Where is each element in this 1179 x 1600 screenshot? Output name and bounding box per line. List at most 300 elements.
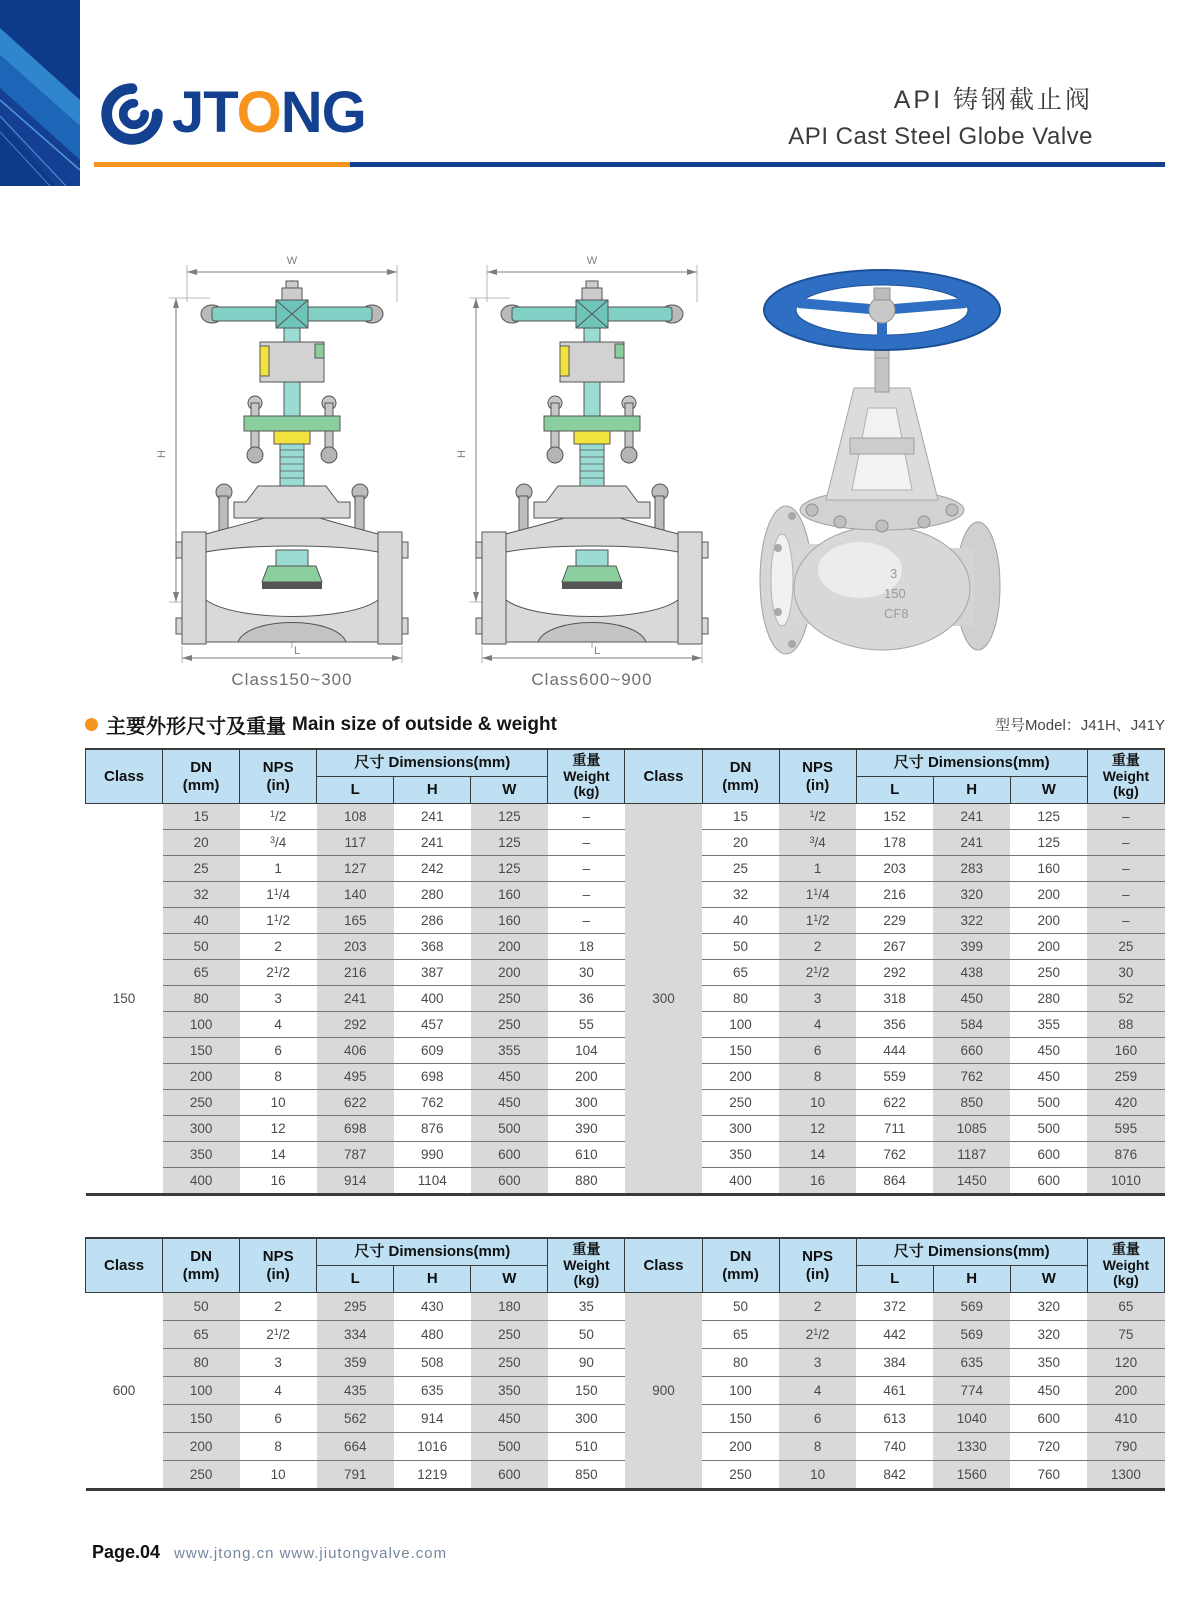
table-cell: 450 — [1010, 1064, 1087, 1090]
sidebar-brand-band — [0, 0, 80, 186]
table-cell: 3 — [240, 1349, 317, 1377]
table-cell: 117 — [317, 830, 394, 856]
table-cell: – — [582, 809, 591, 825]
col-header-h: H — [933, 777, 1010, 804]
col-header-dimensions: 尺寸 Dimensions(mm) — [856, 749, 1087, 777]
table-cell: 359 — [317, 1349, 394, 1377]
footer-urls: www.jtong.cn www.jiutongvalve.com — [174, 1545, 448, 1562]
page-number: Page.04 — [92, 1542, 161, 1562]
table-cell: 450 — [471, 1405, 548, 1433]
table-cell: 200 — [1010, 908, 1087, 934]
table-cell: $1^1/2$ — [779, 908, 856, 934]
table-cell: 400 — [163, 1168, 240, 1195]
table-cell: 4 — [240, 1377, 317, 1405]
col-header-class: Class — [86, 1238, 163, 1293]
table-cell: – — [548, 830, 625, 856]
col-header-dn: DN (mm) — [702, 1238, 779, 1293]
table-cell: 65 — [702, 1321, 779, 1349]
col-header-dn: DN (mm) — [163, 1238, 240, 1293]
col-header-l: L — [856, 1266, 933, 1293]
table-cell: 4 — [779, 1377, 856, 1405]
table-cell: 203 — [317, 934, 394, 960]
table-cell: 15 — [163, 804, 240, 830]
table-cell: 762 — [933, 1064, 1010, 1090]
col-header-h: H — [394, 1266, 471, 1293]
cast-marking: CF8 — [884, 606, 909, 621]
table-cell: $^3$/4 — [779, 830, 856, 856]
table-cell: 569 — [933, 1293, 1010, 1321]
table-cell: 250 — [1010, 960, 1087, 986]
table-cell: 510 — [548, 1433, 625, 1461]
table-cell: 65 — [1087, 1293, 1164, 1321]
table-cell: 600 — [471, 1168, 548, 1195]
table-cell: 399 — [933, 934, 1010, 960]
table-cell: 40 — [163, 908, 240, 934]
table-cell: 10 — [240, 1090, 317, 1116]
table-cell: 16 — [240, 1168, 317, 1195]
section-title-row — [85, 710, 1165, 739]
table-cell: 30 — [1087, 960, 1164, 986]
logo-wordmark — [172, 80, 366, 145]
table-cell: 914 — [394, 1405, 471, 1433]
table-cell: 241 — [933, 830, 1010, 856]
table-cell: 280 — [394, 882, 471, 908]
table-cell: 250 — [702, 1461, 779, 1490]
table-cell: 635 — [933, 1349, 1010, 1377]
table-cell: 100 — [163, 1012, 240, 1038]
class-cell: 150 — [112, 991, 136, 1007]
table-cell: 1 — [240, 856, 317, 882]
table-cell: 876 — [1087, 1142, 1164, 1168]
table-cell: 8 — [240, 1064, 317, 1090]
table-cell: 286 — [394, 908, 471, 934]
table-cell: 600 — [1010, 1168, 1087, 1195]
table-cell: 390 — [548, 1116, 625, 1142]
table-cell: 125 — [471, 856, 548, 882]
table-cell: 600 — [471, 1142, 548, 1168]
table-cell: 250 — [471, 986, 548, 1012]
table-cell: 250 — [163, 1461, 240, 1490]
table-cell: 88 — [1087, 1012, 1164, 1038]
table-cell: 1330 — [933, 1433, 1010, 1461]
title-chinese: API 铸钢截止阀 — [893, 86, 1093, 114]
table-cell: 250 — [163, 1090, 240, 1116]
table-cell: 387 — [394, 960, 471, 986]
table-cell: 50 — [702, 934, 779, 960]
table-cell: 6 — [240, 1038, 317, 1064]
table-cell: 355 — [471, 1038, 548, 1064]
table-cell: 2 — [779, 934, 856, 960]
table-cell: 65 — [163, 960, 240, 986]
table-cell: 1 — [779, 856, 856, 882]
col-header-dimensions: 尺寸 Dimensions(mm) — [317, 749, 548, 777]
table-cell: 216 — [317, 960, 394, 986]
table-cell: 720 — [1010, 1433, 1087, 1461]
table-cell: 200 — [702, 1064, 779, 1090]
table-cell: $1^1/4$ — [240, 882, 317, 908]
table-cell: 241 — [933, 804, 1010, 830]
table-cell: 500 — [471, 1116, 548, 1142]
table-cell: – — [548, 882, 625, 908]
table-cell: 50 — [163, 934, 240, 960]
table-cell: $2^1/2$ — [240, 960, 317, 986]
table-cell: 200 — [548, 1064, 625, 1090]
table-cell: 15 — [733, 809, 749, 825]
col-header-nps: NPS (in) — [779, 749, 856, 804]
table-cell: 80 — [163, 1349, 240, 1377]
table-cell: 90 — [548, 1349, 625, 1377]
table-cell: 160 — [1087, 1038, 1164, 1064]
table-cell: 30 — [548, 960, 625, 986]
col-header-nps: NPS (in) — [240, 749, 317, 804]
class-cell: 600 — [112, 1383, 136, 1399]
col-header-class: Class — [625, 1238, 702, 1293]
table-cell: 259 — [1087, 1064, 1164, 1090]
table-cell: 1300 — [1087, 1461, 1164, 1490]
table-cell: 584 — [933, 1012, 1010, 1038]
table-cell: 914 — [317, 1168, 394, 1195]
table-cell: 450 — [471, 1064, 548, 1090]
dim-label-h: H — [156, 450, 168, 458]
table-cell: 12 — [779, 1116, 856, 1142]
table-cell: 8 — [240, 1433, 317, 1461]
table-cell: 8 — [779, 1064, 856, 1090]
table-cell: 350 — [1010, 1349, 1087, 1377]
class-cell: 900 — [625, 1293, 702, 1490]
table-cell: 1016 — [394, 1433, 471, 1461]
dimensions-table-class150-300 — [85, 748, 1165, 1196]
dim-label-l: L — [293, 645, 301, 657]
table-cell: 842 — [856, 1461, 933, 1490]
table-cell: 762 — [394, 1090, 471, 1116]
col-header-dn: DN (mm) — [702, 749, 779, 804]
table-cell: 698 — [317, 1116, 394, 1142]
table-cell: 25 — [1087, 934, 1164, 960]
title-english: API Cast Steel Globe Valve — [788, 123, 1093, 150]
table-cell: 75 — [1087, 1321, 1164, 1349]
table-cell: 442 — [856, 1321, 933, 1349]
cast-marking: 3 — [890, 566, 898, 581]
table-cell: 990 — [394, 1142, 471, 1168]
table-cell: 160 — [471, 882, 548, 908]
table-cell: 318 — [856, 986, 933, 1012]
table-cell: 320 — [933, 882, 1010, 908]
table-cell: 760 — [1010, 1461, 1087, 1490]
table-cell: 864 — [856, 1168, 933, 1195]
table-cell: 787 — [317, 1142, 394, 1168]
table-cell: 200 — [471, 934, 548, 960]
table-cell: 50 — [548, 1321, 625, 1349]
table-cell: 3 — [779, 1349, 856, 1377]
logo-ng: NG — [280, 80, 366, 145]
table-cell: 450 — [471, 1090, 548, 1116]
table-cell: 100 — [702, 1377, 779, 1405]
table-cell: 350 — [702, 1142, 779, 1168]
table-cell: 500 — [1010, 1116, 1087, 1142]
table-cell: 292 — [317, 1012, 394, 1038]
table-cell: 320 — [1037, 1299, 1061, 1315]
table-cell: 450 — [1010, 1038, 1087, 1064]
drawing-caption-left: Class150~300 — [231, 670, 353, 689]
table-cell: 600 — [1010, 1405, 1087, 1433]
table-cell: 52 — [1087, 986, 1164, 1012]
table-cell: 6 — [240, 1405, 317, 1433]
table-cell: 241 — [394, 830, 471, 856]
table-cell: 200 — [1010, 934, 1087, 960]
col-header-class: Class — [86, 749, 163, 804]
table-cell: 200 — [1010, 882, 1087, 908]
table-cell: 40 — [702, 908, 779, 934]
table-cell: 300 — [548, 1090, 625, 1116]
table-cell: 774 — [933, 1377, 1010, 1405]
table-cell: 3 — [779, 986, 856, 1012]
table-cell: 120 — [1087, 1349, 1164, 1377]
table-cell: 495 — [317, 1064, 394, 1090]
table-cell: 150 — [163, 1405, 240, 1433]
table-cell: 250 — [471, 1012, 548, 1038]
table-cell: 610 — [548, 1142, 625, 1168]
table-row — [86, 1293, 1165, 1321]
table-cell: 850 — [933, 1090, 1010, 1116]
table-cell: 461 — [856, 1377, 933, 1405]
col-header-w: W — [471, 1266, 548, 1293]
table-cell: 791 — [317, 1461, 394, 1490]
col-header-w: W — [471, 777, 548, 804]
table-cell: 150 — [702, 1405, 779, 1433]
table-cell: – — [1087, 830, 1164, 856]
table-cell: 125 — [1010, 830, 1087, 856]
table-cell: 150 — [163, 1038, 240, 1064]
table-cell: 10 — [779, 1461, 856, 1490]
table-cell: 104 — [548, 1038, 625, 1064]
table-cell: 664 — [317, 1433, 394, 1461]
table-cell: $^1$/2 — [779, 804, 856, 830]
table-cell: 559 — [856, 1064, 933, 1090]
logo-o: O — [236, 80, 281, 145]
table-cell: 80 — [702, 986, 779, 1012]
logo-jt: JT — [172, 80, 237, 145]
table-cell: 660 — [933, 1038, 1010, 1064]
col-header-w: W — [1010, 777, 1087, 804]
table-cell: 55 — [548, 1012, 625, 1038]
page-header-titles — [788, 80, 1093, 151]
divider-navy — [350, 162, 1165, 167]
table-cell: 300 — [548, 1405, 625, 1433]
table-cell: 280 — [1010, 986, 1087, 1012]
col-header-l: L — [856, 777, 933, 804]
table-cell: 150 — [548, 1377, 625, 1405]
table-cell: 480 — [394, 1321, 471, 1349]
table-cell: 444 — [856, 1038, 933, 1064]
table-cell: – — [548, 856, 625, 882]
col-header-weight: 重量 Weight (kg) — [548, 1238, 625, 1293]
table-cell: 65 — [702, 960, 779, 986]
table-cell: – — [1087, 804, 1164, 830]
table-cell: 25 — [702, 856, 779, 882]
table-cell: 740 — [856, 1433, 933, 1461]
table-cell: 3 — [240, 986, 317, 1012]
table-cell: 435 — [317, 1377, 394, 1405]
table-cell: 450 — [933, 986, 1010, 1012]
table-cell: 125 — [471, 804, 548, 830]
table-cell: 108 — [317, 804, 394, 830]
table-cell: 790 — [1087, 1433, 1164, 1461]
table-cell: 200 — [702, 1433, 779, 1461]
table-row — [86, 804, 1165, 830]
table-cell: 406 — [317, 1038, 394, 1064]
table-cell: 400 — [394, 986, 471, 1012]
table-cell: 125 — [471, 830, 548, 856]
orange-bullet-icon — [85, 718, 98, 731]
table-cell: 20 — [163, 830, 240, 856]
table-cell: 250 — [471, 1349, 548, 1377]
table-cell: 125 — [1037, 809, 1061, 825]
col-header-dimensions: 尺寸 Dimensions(mm) — [317, 1238, 548, 1266]
table-cell: 200 — [1087, 1377, 1164, 1405]
valve-drawing-class600-900 — [452, 250, 732, 665]
table-cell: 600 — [471, 1461, 548, 1490]
table-cell: 2 — [779, 1293, 856, 1321]
table-cell: 711 — [856, 1116, 933, 1142]
table-cell: 613 — [856, 1405, 933, 1433]
table-cell: 334 — [317, 1321, 394, 1349]
table-cell: 14 — [779, 1142, 856, 1168]
table-cell: 1085 — [933, 1116, 1010, 1142]
table-cell: 50 — [163, 1293, 240, 1321]
table-cell: 1104 — [394, 1168, 471, 1195]
col-header-h: H — [394, 777, 471, 804]
table-cell: 508 — [394, 1349, 471, 1377]
table-cell: 609 — [394, 1038, 471, 1064]
table-cell: 100 — [163, 1377, 240, 1405]
jtong-logo-icon — [94, 76, 170, 152]
table-cell: 300 — [702, 1116, 779, 1142]
table-cell: 300 — [163, 1116, 240, 1142]
table-cell: 32 — [702, 882, 779, 908]
table-cell: 160 — [1010, 856, 1087, 882]
table-cell: 438 — [933, 960, 1010, 986]
table-cell: 430 — [421, 1299, 444, 1315]
table-cell: – — [1087, 908, 1164, 934]
table-cell: 500 — [471, 1433, 548, 1461]
table-cell: 127 — [317, 856, 394, 882]
table-cell: 16 — [779, 1168, 856, 1195]
table-cell: 384 — [856, 1349, 933, 1377]
section-title-zh: 主要外形尺寸及重量 — [106, 716, 286, 738]
table-cell: 165 — [317, 908, 394, 934]
table-cell: 4 — [240, 1012, 317, 1038]
table-cell: 6 — [779, 1038, 856, 1064]
table-cell: – — [548, 908, 625, 934]
table-cell: 241 — [317, 986, 394, 1012]
drawing-caption-right: Class600~900 — [531, 670, 653, 689]
col-header-weight: 重量 Weight (kg) — [1087, 1238, 1164, 1293]
table-cell: 203 — [856, 856, 933, 882]
model-label: 型号Model：J41H、J41Y — [994, 717, 1165, 734]
table-cell: 50 — [733, 1299, 749, 1315]
page-footer — [92, 1542, 447, 1563]
col-header-weight: 重量 Weight (kg) — [548, 749, 625, 804]
table-cell: 450 — [1010, 1377, 1087, 1405]
table-cell: 100 — [702, 1012, 779, 1038]
table-cell: 562 — [317, 1405, 394, 1433]
table-cell: 762 — [856, 1142, 933, 1168]
col-header-nps: NPS (in) — [779, 1238, 856, 1293]
table-cell: 36 — [548, 986, 625, 1012]
table-cell: 600 — [1010, 1142, 1087, 1168]
table-cell: 14 — [240, 1142, 317, 1168]
table-cell: $1^1/2$ — [240, 908, 317, 934]
table-cell: 1010 — [1087, 1168, 1164, 1195]
table-cell: 35 — [578, 1299, 594, 1315]
table-cell: 65 — [163, 1321, 240, 1349]
table-cell: 350 — [163, 1142, 240, 1168]
table-cell: 880 — [548, 1168, 625, 1195]
table-cell: 242 — [394, 856, 471, 882]
table-cell: 200 — [471, 960, 548, 986]
valve-drawing-class150-300 — [152, 250, 432, 665]
table-cell: 500 — [1010, 1090, 1087, 1116]
table-cell: 267 — [856, 934, 933, 960]
table-cell: 283 — [933, 856, 1010, 882]
table-cell: 400 — [702, 1168, 779, 1195]
section-title-en: Main size of outside & weight — [292, 713, 557, 735]
table-cell: $^3$/4 — [240, 830, 317, 856]
col-header-l: L — [317, 1266, 394, 1293]
class-cell: 300 — [625, 804, 702, 1195]
table-cell: 32 — [163, 882, 240, 908]
table-cell: 160 — [471, 908, 548, 934]
table-cell: 356 — [856, 1012, 933, 1038]
table-cell: $1^1/4$ — [779, 882, 856, 908]
table-cell: 152 — [883, 809, 906, 825]
table-cell: 80 — [702, 1349, 779, 1377]
table-cell: 80 — [163, 986, 240, 1012]
table-cell: 372 — [883, 1299, 906, 1315]
table-cell: 8 — [779, 1433, 856, 1461]
col-header-nps: NPS (in) — [240, 1238, 317, 1293]
table-cell: 876 — [394, 1116, 471, 1142]
table-cell: 250 — [471, 1321, 548, 1349]
table-cell: 322 — [933, 908, 1010, 934]
table-cell: 850 — [548, 1461, 625, 1490]
table-cell: 6 — [779, 1405, 856, 1433]
table-cell: 595 — [1087, 1116, 1164, 1142]
table-cell: – — [1087, 882, 1164, 908]
dim-label-w: W — [286, 255, 298, 267]
table-cell: 10 — [779, 1090, 856, 1116]
table-cell: $^1$/2 — [270, 809, 287, 825]
table-cell: 320 — [1010, 1321, 1087, 1349]
table-cell: 569 — [933, 1321, 1010, 1349]
table-cell: – — [1087, 856, 1164, 882]
table-cell: 10 — [240, 1461, 317, 1490]
table-cell: 295 — [317, 1293, 394, 1321]
col-header-class: Class — [625, 749, 702, 804]
table-cell: 4 — [779, 1012, 856, 1038]
table-cell: 368 — [394, 934, 471, 960]
table-cell: 216 — [856, 882, 933, 908]
table-cell: 355 — [1010, 1012, 1087, 1038]
table-cell: 200 — [163, 1433, 240, 1461]
col-header-h: H — [933, 1266, 1010, 1293]
table-cell: 1450 — [933, 1168, 1010, 1195]
table-cell: 698 — [394, 1064, 471, 1090]
table-cell: 1040 — [933, 1405, 1010, 1433]
table-cell: 140 — [317, 882, 394, 908]
col-header-l: L — [317, 777, 394, 804]
col-header-dimensions: 尺寸 Dimensions(mm) — [856, 1238, 1087, 1266]
